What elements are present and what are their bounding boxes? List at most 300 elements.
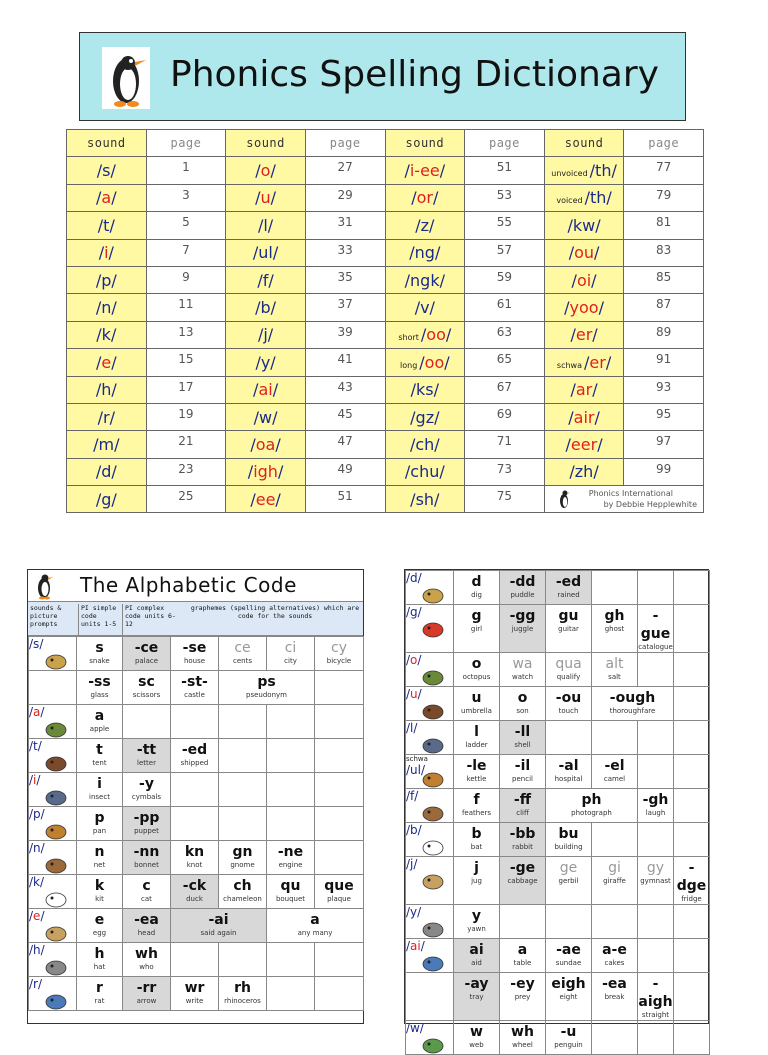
grapheme-cell [219,841,267,875]
sound-label: /l/ [406,721,418,735]
grapheme-cell [546,905,592,939]
page-number: 61 [465,294,545,321]
index-sound-cell [385,349,465,376]
code-row [406,653,710,687]
credit-line: Phonics International [588,489,673,499]
sound-prompt-cell [406,823,454,857]
sound-label: /y/ [406,905,422,919]
grapheme: u [471,690,482,706]
page-number: 79 [624,184,704,211]
picture-prompt-icon [43,957,69,977]
page-number: 31 [305,212,385,239]
sound-prompt-cell [406,571,454,605]
example-word: break [604,993,625,1001]
grapheme-cell [267,739,315,773]
grapheme: a [310,912,320,928]
index-sound-cell [544,376,624,403]
code-row [406,687,710,721]
sound-label: /th/ [584,188,612,208]
grapheme: -dge [676,860,707,894]
grapheme-cell [171,739,219,773]
grapheme-cell [592,687,674,721]
sound-label: /ee/ [250,489,281,509]
index-sound-cell [226,266,306,293]
picture-prompt-icon [420,1035,446,1055]
page-number: 15 [146,349,226,376]
sound-label: /j/ [257,325,274,345]
grapheme-cell [315,773,364,807]
grapheme: rh [234,980,251,996]
grapheme-cell [592,1021,638,1055]
sound-label: /y/ [255,352,276,372]
grapheme-cell [546,721,592,755]
grapheme: -nn [133,844,160,860]
grapheme-cell [638,721,674,755]
sound-prompt-cell [406,687,454,721]
grapheme-cell [267,875,315,909]
sound-label: /v/ [414,298,435,318]
example-word: snake [89,657,110,665]
grapheme-cell [267,841,315,875]
code-row [29,977,364,1011]
grapheme-cell [219,739,267,773]
example-word: son [516,707,529,715]
index-sound-cell [226,403,306,430]
grapheme-cell [638,605,674,653]
grapheme: -al [558,758,579,774]
index-sound-cell [226,376,306,403]
grapheme: -ed [555,574,582,590]
example-word: cakes [604,959,625,967]
example-word: arrow [136,997,157,1005]
grapheme: -bb [509,826,536,842]
picture-prompt-icon [43,719,69,739]
grapheme: wa [512,656,533,672]
example-word: pencil [512,775,533,783]
grapheme-cell [77,739,123,773]
index-row [67,239,704,266]
index-row [67,321,704,348]
index-row [67,458,704,485]
example-word: kit [95,895,104,903]
left-code-table [28,636,364,1011]
grapheme-cell [315,943,364,977]
grapheme-cell [171,977,219,1011]
example-word: hospital [554,775,583,783]
sound-qualifier: schwa [556,360,582,370]
grapheme: gi [608,860,621,876]
grapheme-cell [315,977,364,1011]
index-sound-cell [67,239,147,266]
example-word: castle [184,691,205,699]
index-sound-cell [544,294,624,321]
example-word: head [137,929,156,937]
sound-prompt-cell [406,1021,454,1055]
grapheme-cell [123,943,171,977]
sound-label: /ngk/ [404,270,445,290]
grapheme-cell [638,789,674,823]
sound-label: /er/ [570,325,598,345]
page-number: 51 [465,157,545,184]
picture-prompt-icon [420,667,446,687]
page-number: 85 [624,266,704,293]
sound-prompt-cell [29,705,77,739]
example-word: touch [558,707,579,715]
sound-prompt-cell [406,789,454,823]
sound-label: /oo/ [419,352,450,372]
grapheme-cell [454,755,500,789]
index-sound-cell [226,239,306,266]
sound-label: /j/ [406,857,418,871]
page-number: 33 [305,239,385,266]
grapheme-cell [219,637,267,671]
grapheme-cell [500,605,546,653]
sound-label: /er/ [584,352,612,372]
index-sound-cell [67,157,147,184]
grapheme: -ay [464,976,489,992]
index-sound-cell [544,431,624,458]
page-number: 47 [305,431,385,458]
grapheme: -ai [208,912,229,928]
page-number: 89 [624,321,704,348]
grapheme: -dd [509,574,536,590]
example-word: prey [514,993,531,1001]
grapheme-cell [315,739,364,773]
code-row [29,705,364,739]
grapheme-cell [592,939,638,973]
grapheme: -ck [182,878,207,894]
picture-prompt-icon [43,855,69,875]
grapheme-cell [674,687,710,721]
example-word: octopus [462,673,491,681]
example-word: kettle [466,775,487,783]
schwa-label: schwa [406,755,428,763]
sound-label: /ou/ [568,243,600,263]
grapheme-cell [546,571,592,605]
example-word: thoroughfare [609,707,656,715]
grapheme-cell [500,1021,546,1055]
grapheme-cell [219,807,267,841]
grapheme-cell [454,857,500,905]
index-sound-cell [544,239,624,266]
page-number: 17 [146,376,226,403]
grapheme-cell [454,653,500,687]
index-sound-cell [226,212,306,239]
index-header-row [67,130,704,157]
grapheme: ai [469,942,484,958]
grapheme-cell [219,773,267,807]
example-word: cents [233,657,252,665]
page-number: 57 [465,239,545,266]
index-sound-cell [226,321,306,348]
sound-label: /a/ [96,188,117,208]
grapheme-cell [454,571,500,605]
example-word: cat [141,895,152,903]
grapheme-cell [674,605,710,653]
grapheme: h [94,946,105,962]
grapheme-cell [171,773,219,807]
example-word: puddle [510,591,535,599]
grapheme-cell [546,755,592,789]
grapheme: kn [184,844,205,860]
grapheme: ph [581,792,602,808]
example-word: rhinoceros [224,997,261,1005]
alphabetic-code-title: The Alphabetic Code [80,573,297,597]
index-sound-cell [385,239,465,266]
grapheme-cell [674,653,710,687]
grapheme-cell [77,773,123,807]
sound-label: /h/ [29,943,45,957]
sound-label: /i-ee/ [404,161,446,181]
example-word: sundae [555,959,582,967]
sound-prompt-cell [29,671,77,705]
sound-prompt-cell [406,755,454,789]
page-number: 39 [305,321,385,348]
grapheme-cell [592,653,638,687]
grapheme-cell [674,973,710,1021]
grapheme-cell [638,973,674,1021]
picture-prompt-icon [420,769,446,789]
index-row [67,266,704,293]
grapheme: c [142,878,151,894]
index-sound-cell [67,431,147,458]
grapheme-cell [500,571,546,605]
sound-label: /u/ [255,188,277,208]
grapheme-cell [171,875,219,909]
sound-prompt-cell [29,807,77,841]
example-word: camel [603,775,626,783]
picture-prompt-icon [43,889,69,909]
grapheme-cell [674,571,710,605]
grapheme-cell [171,943,219,977]
grapheme: a [517,942,528,958]
grapheme-cell [592,605,638,653]
grapheme-cell [267,637,315,671]
sound-label: /t/ [29,739,42,753]
index-sound-cell [226,458,306,485]
sound-prompt-cell [29,977,77,1011]
index-sound-cell [385,403,465,430]
grapheme-cell [219,943,267,977]
index-sound-cell [385,157,465,184]
penguin-icon [34,572,54,600]
example-word: tent [92,759,107,767]
grapheme: -ough [609,690,656,706]
picture-prompt-icon [420,585,446,605]
grapheme-cell [638,939,674,973]
sound-label: /k/ [29,875,45,889]
example-word: cabbage [507,877,538,885]
grapheme-cell [674,939,710,973]
example-word: gymnast [640,877,671,885]
index-sound-cell [544,157,624,184]
grapheme: s [95,640,104,656]
page-number: 23 [146,458,226,485]
page-number: 87 [624,294,704,321]
sound-label: /oa/ [250,434,281,454]
grapheme-cell [674,1021,710,1055]
example-word: bouquet [275,895,306,903]
grapheme-cell [674,755,710,789]
sound-label: /r/ [97,407,115,427]
example-word: fridge [681,895,702,903]
picture-prompt-icon [420,837,446,857]
alphabetic-code-header [28,570,363,602]
code-row [29,909,364,943]
sound-label: /zh/ [569,462,599,482]
grapheme: ci [284,640,297,656]
grapheme: w [470,1024,483,1040]
index-row [67,212,704,239]
sound-qualifier: long [400,360,418,370]
index-row [67,294,704,321]
grapheme-cell [592,721,638,755]
code-row [406,905,710,939]
example-word: scissors [132,691,161,699]
example-word: eight [559,993,578,1001]
sound-label: /u/ [406,687,422,701]
index-sound-cell [226,184,306,211]
sound-label: /n/ [95,298,117,318]
grapheme-cell [546,973,592,1021]
sound-label: /th/ [589,161,617,181]
grapheme-cell [500,789,546,823]
grapheme-cell [267,807,315,841]
column-header: sound [67,130,147,157]
grapheme-cell [123,841,171,875]
page-number: 71 [465,431,545,458]
index-sound-cell [67,486,147,513]
code-row [406,789,710,823]
subhead-complex-code: PI complex code units 6-12 [122,604,182,636]
grapheme-cell [454,687,500,721]
sound-label: /gz/ [410,407,440,427]
grapheme-cell [219,977,267,1011]
example-word: umbrella [461,707,492,715]
grapheme-cell [500,939,546,973]
column-header: sound [226,130,306,157]
code-row [406,823,710,857]
grapheme: qua [555,656,582,672]
grapheme-cell [592,755,638,789]
example-word: dig [471,591,482,599]
page-number: 1 [146,157,226,184]
grapheme: y [471,908,482,924]
grapheme-cell [638,571,674,605]
grapheme: -gh [642,792,669,808]
index-sound-cell [226,294,306,321]
alphabetic-code-panel-right [404,569,709,1049]
sound-label: /k/ [96,325,117,345]
sound-label: /ch/ [409,434,440,454]
penguin-icon [557,489,571,509]
sound-prompt-cell [29,909,77,943]
grapheme-cell [315,637,364,671]
index-sound-cell [67,184,147,211]
example-word: laugh [645,809,666,817]
picture-prompt-icon [43,787,69,807]
grapheme: cy [331,640,347,656]
sound-label: /e/ [96,352,117,372]
grapheme: gn [232,844,253,860]
grapheme-cell [500,823,546,857]
sound-label: /i/ [29,773,41,787]
sound-label: /g/ [95,489,117,509]
example-word: qualify [556,673,581,681]
example-word: wheel [512,1041,533,1049]
grapheme: eigh [551,976,586,992]
index-sound-cell [544,458,624,485]
credit-author: by Debbie Hepplewhite [603,500,697,510]
alphabetic-code-panel-left [27,569,364,1024]
grapheme-cell [592,905,638,939]
column-header: page [624,130,704,157]
index-sound-cell [385,376,465,403]
sound-label: /s/ [29,637,44,651]
grapheme-cell [500,973,546,1021]
index-sound-cell [544,184,624,211]
example-word: pseudonym [246,691,287,699]
grapheme: bu [558,826,579,842]
index-sound-cell [544,403,624,430]
index-sound-cell [385,431,465,458]
example-word: ladder [465,741,488,749]
grapheme-cell [123,807,171,841]
page-number: 5 [146,212,226,239]
sound-label: /oo/ [420,325,452,345]
grapheme: -ll [514,724,531,740]
page-number: 59 [465,266,545,293]
sound-label: /i/ [98,243,114,263]
grapheme-cell [123,875,171,909]
grapheme: ps [257,674,276,690]
sound-qualifier: short [398,333,419,343]
example-word: pan [92,827,107,835]
page-number: 97 [624,431,704,458]
column-header: page [305,130,385,157]
grapheme: -ed [181,742,208,758]
index-row [67,349,704,376]
picture-prompt-icon [43,753,69,773]
example-word: girl [470,625,483,633]
grapheme: qu [280,878,301,894]
grapheme-cell [454,789,500,823]
page-number: 37 [305,294,385,321]
example-word: rabbit [512,843,533,851]
grapheme-cell [267,977,315,1011]
grapheme-cell [546,939,592,973]
picture-prompt-icon [420,919,446,939]
sound-prompt-cell [406,857,454,905]
grapheme: -ea [134,912,159,928]
page-number: 67 [465,376,545,403]
grapheme-cell [674,789,710,823]
grapheme-cell [638,905,674,939]
page-number: 27 [305,157,385,184]
example-word: photograph [571,809,612,817]
column-header: page [465,130,545,157]
example-word: chameleon [223,895,262,903]
grapheme-cell [171,909,267,943]
subhead-simple-code: PI simple code units 1-5 [78,604,120,636]
index-row [67,486,704,513]
grapheme: -ss [88,674,111,690]
example-word: puppet [134,827,159,835]
grapheme-cell [171,671,219,705]
grapheme: d [471,574,482,590]
sound-label: /igh/ [247,462,284,482]
sound-label: /ai/ [406,939,425,953]
